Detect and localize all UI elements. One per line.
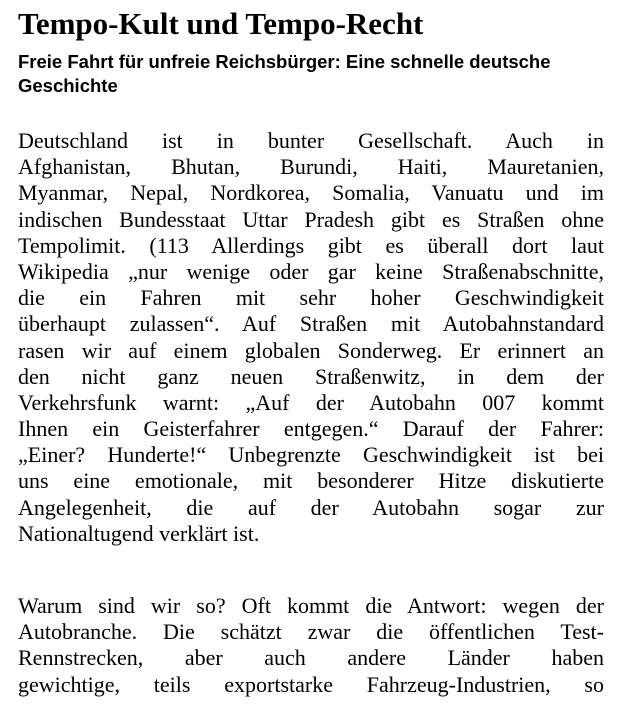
- text-line: Verkehrsfunk warnt: „Auf der Autobahn 007 kommt: [18, 389, 604, 415]
- text-line: Myanmar, Nepal, Nordkorea, Somalia, Vanuatu und im: [18, 180, 604, 206]
- text-line: rasen wir auf einem globalen Sonderweg. Er erinnert an: [18, 337, 604, 363]
- text-line: überhaupt zulassen“. Auf Straßen mit Autobahnstandard: [18, 311, 604, 337]
- text-line: Ihnen ein Geisterfahrer entgegen.“ Darauf der Fahrer:: [18, 416, 604, 442]
- text-line: indischen Bundesstaat Uttar Pradesh gibt es Straßen ohne: [18, 206, 604, 232]
- text-line: Rennstrecken, aber auch andere Länder haben: [18, 645, 604, 671]
- text-line: den nicht ganz neuen Straßenwitz, in dem der: [18, 363, 604, 389]
- article-title: Tempo-Kult und Tempo-Recht: [18, 6, 424, 41]
- text-line: Wikipedia „nur wenige oder gar keine Straßenabschnitte,: [18, 258, 604, 284]
- text-line: Warum sind wir so? Oft kommt die Antwort: wegen der: [18, 593, 604, 618]
- text-line: Deutschland ist in bunter Gesellschaft. Auch in: [18, 128, 604, 153]
- text-line: gewichtige, teils exportstarke Fahrzeug-Industrien, so: [18, 671, 604, 697]
- text-line: Tempolimit. (113 Allerdings gibt es überall dort laut: [18, 232, 604, 258]
- article-subtitle: Freie Fahrt für unfreie Reichsbürger: Eine schnelle deutsche Geschichte: [18, 51, 551, 96]
- body-paragraph-2: [18, 593, 604, 698]
- text-line: Autobranche. Die schätzt zwar die öffentlichen Test-: [18, 619, 604, 645]
- text-line: uns eine emotionale, mit besonderer Hitze diskutierte: [18, 468, 604, 494]
- text-line: Afghanistan, Bhutan, Burundi, Haiti, Mauretanien,: [18, 154, 604, 180]
- text-line: Angelegenheit, die auf der Autobahn sogar zur: [18, 494, 604, 520]
- text-line: Nationaltugend verklärt ist.: [18, 520, 260, 546]
- body-paragraph-1: [18, 128, 604, 547]
- text-line: „Einer? Hunderte!“ Unbegrenzte Geschwindigkeit ist bei: [18, 442, 604, 468]
- text-line: die ein Fahren mit sehr hoher Geschwindigkeit: [18, 285, 604, 311]
